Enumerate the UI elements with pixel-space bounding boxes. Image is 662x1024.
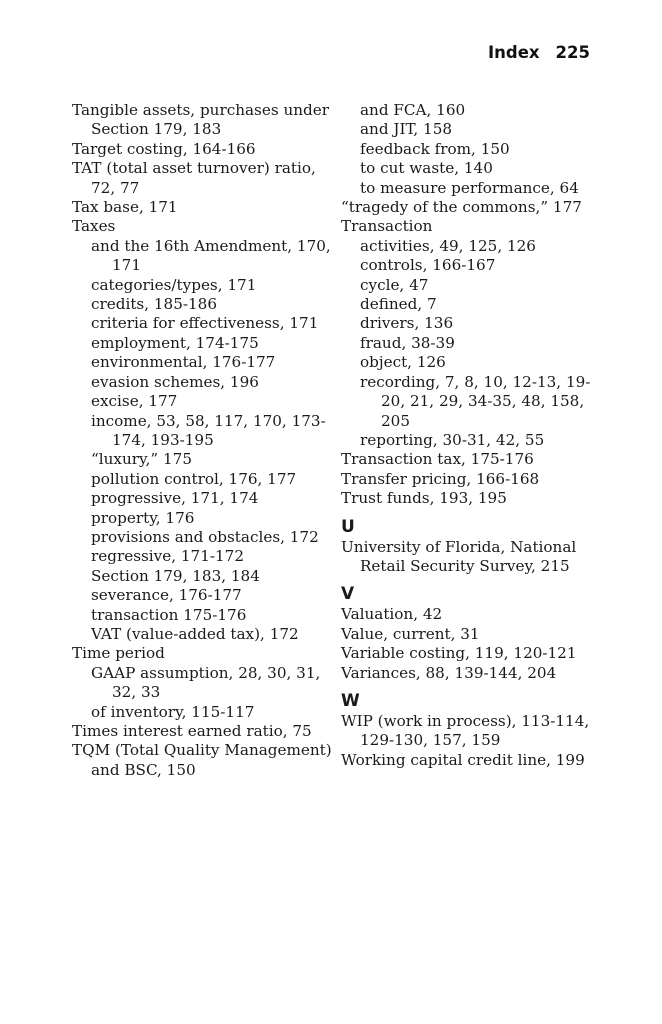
index-entry: Valuation, 42 [341, 605, 443, 624]
index-entry: Target costing, 164-166 [72, 139, 256, 158]
index-subentry: “luxury,” 175 [91, 450, 192, 469]
index-subentry: recording, 7, 8, 10, 12-13, 19-20, 21, 29, 34-35, 48, 158, 205 [360, 372, 591, 430]
index-subentry: cycle, 47 [360, 275, 429, 294]
index-subentry: environmental, 176-177 [91, 353, 276, 372]
page-number: 225 [555, 43, 590, 62]
index-subentry: provisions and obstacles, 172 [91, 527, 319, 546]
index-entry: Times interest earned ratio, 75 [72, 722, 312, 740]
index-column-left [72, 101, 334, 780]
index-subentry: fraud, 38-39 [360, 333, 455, 352]
index-subentry: reporting, 30-31, 42, 55 [360, 430, 545, 449]
index-subentry: object, 126 [360, 353, 446, 372]
index-subentry: credits, 185-186 [91, 295, 217, 314]
index-subentry: GAAP assumption, 28, 30, 31, 32, 33 [91, 663, 321, 702]
index-subentry: controls, 166-167 [360, 256, 496, 275]
index-subentry: to cut waste, 140 [360, 159, 493, 178]
running-header [488, 43, 590, 62]
index-subentry: categories/types, 171 [91, 275, 257, 294]
index-subentry: criteria for effectiveness, 171 [91, 314, 319, 333]
index-subentry: employment, 174-175 [91, 333, 259, 352]
index-subentry: pollution control, 176, 177 [91, 469, 297, 488]
index-subentry: and JIT, 158 [360, 120, 453, 139]
index-entry: Time period [72, 644, 165, 663]
index-entry: Variable costing, 119, 120-121 [341, 644, 577, 663]
index-entry: Transaction [341, 217, 433, 236]
index-subentry: evasion schemes, 196 [91, 372, 259, 391]
index-entry: University of Florida, National Retail Security Survey, 215 [341, 537, 577, 575]
index-entry: Taxes [72, 217, 116, 236]
index-subentry: Section 179, 183, 184 [91, 566, 260, 585]
index-subentry: activities, 49, 125, 126 [360, 236, 536, 255]
index-subentry: defined, 7 [360, 295, 437, 314]
index-entry: Value, current, 31 [341, 624, 480, 643]
header-title: Index [488, 43, 540, 62]
index-entry: Variances, 88, 139-144, 204 [341, 663, 557, 682]
index-entry: Transaction tax, 175-176 [341, 450, 534, 469]
index-subentry: progressive, 171, 174 [91, 489, 259, 508]
index-subentry: of inventory, 115-117 [91, 702, 255, 721]
index-subentry: transaction 175-176 [91, 605, 247, 624]
index-subentry: income, 53, 58, 117, 170, 173-174, 193-195 [91, 411, 326, 449]
index-entry: Working capital credit line, 199 [341, 750, 585, 769]
section-letter: W [341, 690, 360, 711]
index-entry: Transfer pricing, 166-168 [341, 469, 540, 488]
index-subentry: property, 176 [91, 508, 195, 527]
index-subentry: and FCA, 160 [360, 101, 466, 119]
index-entry: Trust funds, 193, 195 [341, 489, 507, 508]
index-entry: “tragedy of the commons,” 177 [341, 198, 582, 217]
index-subentry: to measure performance, 64 [360, 178, 579, 197]
index-subentry: and the 16th Amendment, 170, 171 [91, 236, 331, 275]
index-entry: Tangible assets, purchases under Section 179, 183 [72, 101, 329, 139]
index-entry: TAT (total asset turnover) ratio, 72, 77 [72, 159, 316, 197]
index-subentry: regressive, 171-172 [91, 547, 244, 566]
section-letter: U [341, 516, 355, 537]
index-entry: TQM (Total Quality Management) [72, 741, 332, 760]
section-letter: V [341, 584, 355, 605]
index-column-right [341, 101, 593, 770]
index-subentry: excise, 177 [91, 392, 178, 411]
index-entry: WIP (work in process), 113-114, 129-130, 157, 159 [341, 711, 590, 750]
index-subentry: VAT (value-added tax), 172 [91, 624, 299, 643]
index-subentry: and BSC, 150 [91, 760, 196, 779]
index-subentry: feedback from, 150 [360, 139, 510, 158]
index-subentry: severance, 176-177 [91, 586, 242, 605]
index-subentry: drivers, 136 [360, 314, 454, 333]
index-entry: Tax base, 171 [72, 198, 178, 217]
